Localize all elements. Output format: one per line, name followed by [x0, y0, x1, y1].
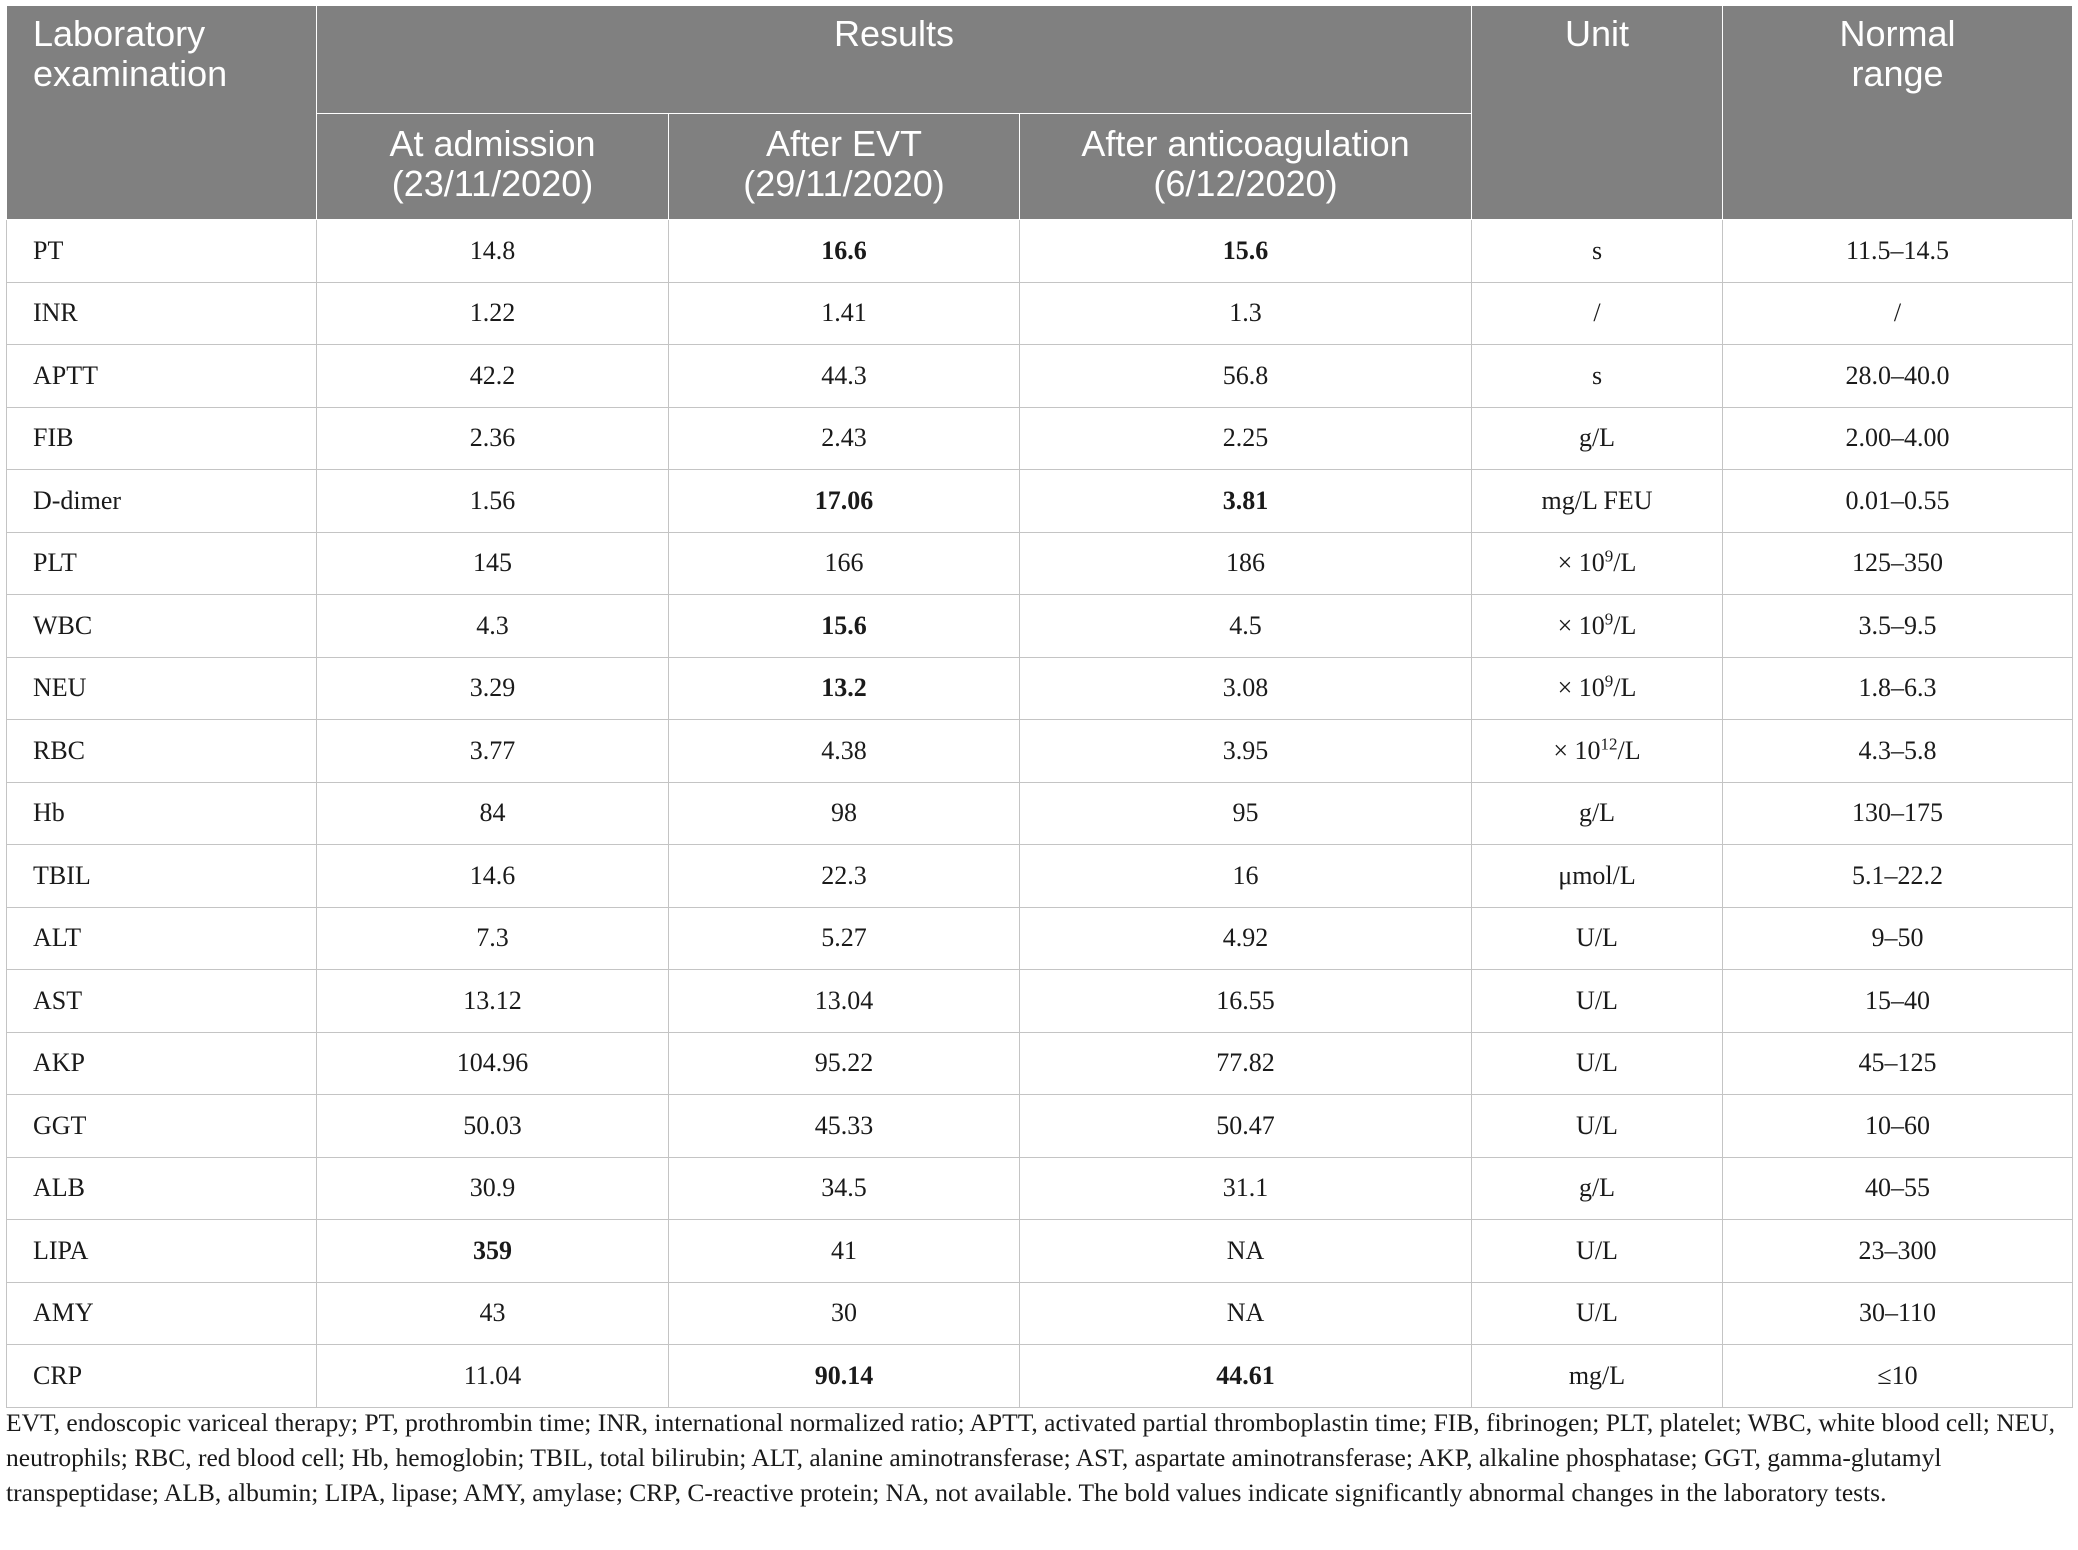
unit-exponent: 9: [1604, 671, 1614, 691]
normal-range-cell: 0.01–0.55: [1723, 470, 2073, 533]
result-value-cell: 3.77: [317, 720, 669, 783]
test-name-cell: Hb: [7, 782, 317, 845]
result-value-cell: 16.6: [669, 220, 1020, 283]
test-name-cell: GGT: [7, 1095, 317, 1158]
result-value-cell: 98: [669, 782, 1020, 845]
header-sub-line2: (6/12/2020): [1153, 163, 1338, 204]
result-value-cell: 4.5: [1020, 595, 1472, 658]
result-value-cell: 84: [317, 782, 669, 845]
normal-range-cell: 130–175: [1723, 782, 2073, 845]
unit-cell: U/L: [1472, 970, 1723, 1033]
normal-range-cell: 11.5–14.5: [1723, 220, 2073, 283]
result-value-cell: 3.95: [1020, 720, 1472, 783]
result-value-cell: 1.3: [1020, 282, 1472, 345]
unit-exponent: 9: [1604, 546, 1614, 566]
normal-range-cell: 45–125: [1723, 1032, 2073, 1095]
test-name-cell: WBC: [7, 595, 317, 658]
lab-table-container: [6, 6, 2072, 1408]
header-sub-line1: After EVT: [765, 123, 923, 164]
table-row: [7, 282, 2073, 345]
unit-cell: U/L: [1472, 1095, 1723, 1158]
result-value-cell: 5.27: [669, 907, 1020, 970]
test-name-cell: TBIL: [7, 845, 317, 908]
header-lab-line1: Laboratory: [33, 13, 206, 54]
result-value-cell: 11.04: [317, 1345, 669, 1408]
result-value-cell: 4.3: [317, 595, 669, 658]
unit-cell: U/L: [1472, 1220, 1723, 1283]
header-results: Results: [317, 6, 1472, 114]
unit-suffix: /L: [1613, 610, 1637, 640]
result-value-cell: 95: [1020, 782, 1472, 845]
result-value-cell: 2.25: [1020, 407, 1472, 470]
table-row: [7, 1095, 2073, 1158]
normal-range-cell: /: [1723, 282, 2073, 345]
lab-results-table: [6, 6, 2073, 1408]
unit-cell: [1472, 657, 1723, 720]
result-value-cell: 4.38: [669, 720, 1020, 783]
result-value-cell: NA: [1020, 1220, 1472, 1283]
result-value-cell: 15.6: [669, 595, 1020, 658]
unit-cell: g/L: [1472, 1157, 1723, 1220]
test-name-cell: PT: [7, 220, 317, 283]
normal-range-cell: 5.1–22.2: [1723, 845, 2073, 908]
result-value-cell: 90.14: [669, 1345, 1020, 1408]
result-value-cell: 13.04: [669, 970, 1020, 1033]
result-value-cell: 1.41: [669, 282, 1020, 345]
unit-exponent: 9: [1604, 609, 1614, 629]
test-name-cell: ALT: [7, 907, 317, 970]
unit-cell: [1472, 595, 1723, 658]
result-value-cell: 34.5: [669, 1157, 1020, 1220]
unit-suffix: /L: [1613, 548, 1637, 578]
result-value-cell: 77.82: [1020, 1032, 1472, 1095]
result-value-cell: 45.33: [669, 1095, 1020, 1158]
normal-range-cell: 3.5–9.5: [1723, 595, 2073, 658]
result-value-cell: 4.92: [1020, 907, 1472, 970]
table-body: [7, 220, 2073, 1408]
test-name-cell: RBC: [7, 720, 317, 783]
result-value-cell: 14.6: [317, 845, 669, 908]
result-value-cell: 41: [669, 1220, 1020, 1283]
test-name-cell: AMY: [7, 1282, 317, 1345]
normal-range-cell: 1.8–6.3: [1723, 657, 2073, 720]
header-normal-line2: range: [1851, 53, 1944, 94]
result-value-cell: 1.22: [317, 282, 669, 345]
unit-cell: U/L: [1472, 1282, 1723, 1345]
header-lab-line2: examination: [33, 53, 228, 94]
header-after-evt: [669, 114, 1020, 220]
result-value-cell: NA: [1020, 1282, 1472, 1345]
unit-exponent: 12: [1600, 734, 1618, 754]
result-value-cell: 13.12: [317, 970, 669, 1033]
unit-suffix: /L: [1613, 673, 1637, 703]
result-value-cell: 30: [669, 1282, 1020, 1345]
table-row: [7, 595, 2073, 658]
unit-suffix: /L: [1617, 735, 1641, 765]
unit-cell: [1472, 532, 1723, 595]
result-value-cell: 56.8: [1020, 345, 1472, 408]
unit-prefix: × 10: [1557, 610, 1605, 640]
table-row: [7, 907, 2073, 970]
header-sub-line1: At admission: [389, 123, 596, 164]
unit-cell: mg/L FEU: [1472, 470, 1723, 533]
result-value-cell: 1.56: [317, 470, 669, 533]
result-value-cell: 359: [317, 1220, 669, 1283]
header-laboratory-examination: [7, 6, 317, 220]
unit-cell: [1472, 720, 1723, 783]
result-value-cell: 42.2: [317, 345, 669, 408]
normal-range-cell: 40–55: [1723, 1157, 2073, 1220]
unit-cell: mg/L: [1472, 1345, 1723, 1408]
header-sub-line2: (29/11/2020): [743, 163, 945, 204]
normal-range-cell: ≤10: [1723, 1345, 2073, 1408]
table-row: [7, 1220, 2073, 1283]
normal-range-cell: 28.0–40.0: [1723, 345, 2073, 408]
test-name-cell: INR: [7, 282, 317, 345]
header-sub-line2: (23/11/2020): [391, 163, 594, 204]
result-value-cell: 3.81: [1020, 470, 1472, 533]
normal-range-cell: 2.00–4.00: [1723, 407, 2073, 470]
result-value-cell: 43: [317, 1282, 669, 1345]
table-header: [7, 6, 2073, 220]
table-row: [7, 782, 2073, 845]
test-name-cell: FIB: [7, 407, 317, 470]
table-footnote: EVT, endoscopic variceal therapy; PT, prothrombin time; INR, international normalized ratio; APTT, activated partial thromboplastin time; FIB, fibrinogen; PLT, platelet; WBC, white blood cell; NEU, neutrophils; RBC, red blood cell; Hb, hemoglobin; TBIL, total bilirubin; ALT, alanine aminotransferase; AST, aspartate aminotransferase; AKP, alkaline phosphatase; GGT, gamma-glutamyl transpeptidase; ALB, albumin; LIPA, lipase; AMY, amylase; CRP, C-reactive protein; NA, not available. The bold values indicate significantly abnormal changes in the laboratory tests.: [6, 1408, 2055, 1507]
table-row: [7, 1157, 2073, 1220]
table-row: [7, 720, 2073, 783]
table-row: [7, 407, 2073, 470]
result-value-cell: 145: [317, 532, 669, 595]
result-value-cell: 16.55: [1020, 970, 1472, 1033]
normal-range-cell: 10–60: [1723, 1095, 2073, 1158]
table-row: [7, 220, 2073, 283]
result-value-cell: 44.61: [1020, 1345, 1472, 1408]
header-normal-line1: Normal: [1839, 13, 1956, 54]
test-name-cell: ALB: [7, 1157, 317, 1220]
unit-cell: g/L: [1472, 407, 1723, 470]
table-row: [7, 845, 2073, 908]
header-at-admission: [317, 114, 669, 220]
unit-cell: s: [1472, 220, 1723, 283]
unit-cell: s: [1472, 345, 1723, 408]
result-value-cell: 44.3: [669, 345, 1020, 408]
normal-range-cell: 30–110: [1723, 1282, 2073, 1345]
result-value-cell: 17.06: [669, 470, 1020, 533]
result-value-cell: 3.08: [1020, 657, 1472, 720]
test-name-cell: PLT: [7, 532, 317, 595]
table-row: [7, 345, 2073, 408]
result-value-cell: 7.3: [317, 907, 669, 970]
unit-prefix: × 10: [1557, 548, 1605, 578]
header-unit: Unit: [1472, 6, 1723, 220]
table-row: [7, 470, 2073, 533]
test-name-cell: AST: [7, 970, 317, 1033]
test-name-cell: APTT: [7, 345, 317, 408]
normal-range-cell: 9–50: [1723, 907, 2073, 970]
result-value-cell: 31.1: [1020, 1157, 1472, 1220]
result-value-cell: 186: [1020, 532, 1472, 595]
table-row: [7, 1282, 2073, 1345]
result-value-cell: 13.2: [669, 657, 1020, 720]
result-value-cell: 50.03: [317, 1095, 669, 1158]
header-sub-line1: After anticoagulation: [1081, 123, 1410, 164]
table-row: [7, 532, 2073, 595]
table-row: [7, 1032, 2073, 1095]
unit-cell: /: [1472, 282, 1723, 345]
test-name-cell: CRP: [7, 1345, 317, 1408]
result-value-cell: 15.6: [1020, 220, 1472, 283]
unit-prefix: × 10: [1553, 735, 1601, 765]
table-row: [7, 1345, 2073, 1408]
result-value-cell: 50.47: [1020, 1095, 1472, 1158]
result-value-cell: 95.22: [669, 1032, 1020, 1095]
header-after-anticoagulation: [1020, 114, 1472, 220]
result-value-cell: 2.36: [317, 407, 669, 470]
normal-range-cell: 15–40: [1723, 970, 2073, 1033]
result-value-cell: 16: [1020, 845, 1472, 908]
unit-cell: μmol/L: [1472, 845, 1723, 908]
unit-cell: U/L: [1472, 907, 1723, 970]
test-name-cell: LIPA: [7, 1220, 317, 1283]
normal-range-cell: 125–350: [1723, 532, 2073, 595]
result-value-cell: 2.43: [669, 407, 1020, 470]
normal-range-cell: 23–300: [1723, 1220, 2073, 1283]
result-value-cell: 30.9: [317, 1157, 669, 1220]
result-value-cell: 166: [669, 532, 1020, 595]
normal-range-cell: 4.3–5.8: [1723, 720, 2073, 783]
test-name-cell: D-dimer: [7, 470, 317, 533]
unit-cell: U/L: [1472, 1032, 1723, 1095]
result-value-cell: 104.96: [317, 1032, 669, 1095]
table-row: [7, 657, 2073, 720]
table-row: [7, 970, 2073, 1033]
result-value-cell: 22.3: [669, 845, 1020, 908]
unit-prefix: × 10: [1557, 673, 1605, 703]
result-value-cell: 3.29: [317, 657, 669, 720]
header-normal-range: [1723, 6, 2073, 220]
test-name-cell: NEU: [7, 657, 317, 720]
test-name-cell: AKP: [7, 1032, 317, 1095]
unit-cell: g/L: [1472, 782, 1723, 845]
result-value-cell: 14.8: [317, 220, 669, 283]
